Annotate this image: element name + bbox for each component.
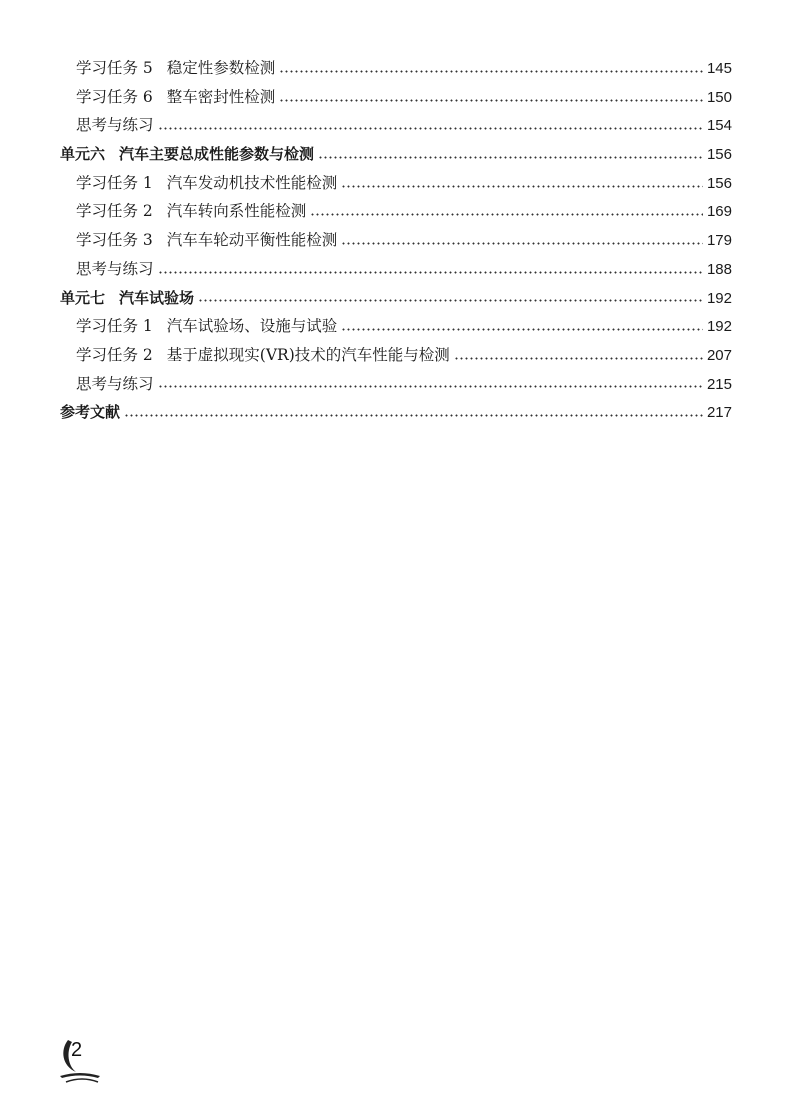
toc-entry-label [76, 370, 154, 399]
dot-leader [158, 271, 703, 274]
toc-entry-label [76, 226, 337, 255]
toc-entry-prefix: 学习任务 6 [76, 87, 153, 106]
toc-entry-title: 稳定性参数检测 [166, 59, 276, 77]
toc-task-entry [60, 341, 732, 370]
toc-task-entry [60, 312, 732, 341]
toc-entry-title: 汽车转向系性能检测 [166, 202, 307, 221]
toc-unit-entry [60, 140, 732, 169]
toc-entry-title: 基于虚拟现实(VR)技术的汽车性能与检测 [166, 345, 450, 364]
toc-entry-title: 思考与练习 [76, 259, 154, 278]
toc-task-entry [60, 370, 732, 399]
toc-entry-label [76, 169, 337, 198]
dot-leader [454, 357, 703, 360]
toc-entry-page: 188 [706, 260, 732, 278]
toc-entry-page: 179 [706, 232, 732, 250]
toc-task-entry [60, 54, 732, 83]
toc-entry-page: 145 [706, 60, 732, 77]
toc-entry-prefix: 单元六 [60, 145, 106, 164]
toc-entry-page: 154 [706, 117, 732, 135]
dot-leader [198, 299, 703, 302]
toc-task-entry [60, 169, 732, 198]
toc-entry-prefix: 学习任务 1 [76, 173, 153, 192]
dot-leader [310, 213, 703, 216]
toc-task-entry [60, 197, 732, 226]
dot-leader [279, 70, 703, 73]
toc-entry-title: 汽车试验场 [119, 288, 195, 307]
toc-task-entry [60, 226, 732, 255]
toc-entry-label [60, 398, 120, 427]
dot-leader [318, 156, 703, 159]
table-of-contents [60, 54, 732, 427]
toc-entry-page: 156 [706, 146, 732, 164]
toc-entry-label [76, 111, 154, 140]
toc-entry-page: 156 [706, 174, 732, 192]
toc-entry-label [60, 284, 194, 313]
page-number-ornament [58, 1036, 108, 1086]
toc-task-entry [60, 111, 732, 140]
page-number: 2 [71, 1039, 83, 1061]
toc-entry-title: 汽车主要总成性能参数与检测 [119, 145, 315, 164]
toc-entry-label [76, 83, 275, 112]
dot-leader [158, 385, 703, 388]
toc-entry-title: 思考与练习 [76, 374, 154, 393]
dot-leader [124, 414, 703, 417]
dot-leader [341, 328, 703, 331]
toc-entry-label [76, 197, 306, 226]
toc-entry-prefix: 学习任务 5 [76, 59, 153, 77]
toc-entry-page: 207 [706, 346, 732, 364]
toc-entry-title: 思考与练习 [76, 116, 154, 135]
toc-entry-label [76, 255, 154, 284]
toc-entry-label [76, 312, 337, 341]
toc-entry-title: 汽车车轮动平衡性能检测 [166, 231, 338, 250]
toc-entry-page: 215 [706, 375, 732, 393]
toc-entry-page: 192 [706, 318, 732, 336]
toc-entry-label [76, 341, 450, 370]
toc-entry-page: 150 [706, 88, 732, 106]
crescent-ornament-icon [58, 1036, 108, 1086]
toc-entry-prefix: 学习任务 2 [76, 202, 153, 221]
toc-unit-entry [60, 284, 732, 313]
toc-entry-title: 整车密封性检测 [166, 87, 276, 106]
toc-entry-label [76, 54, 275, 83]
toc-entry-prefix: 学习任务 2 [76, 345, 153, 364]
toc-entry-prefix: 学习任务 3 [76, 231, 153, 250]
toc-entry-prefix: 学习任务 1 [76, 317, 153, 336]
toc-entry-prefix: 单元七 [60, 288, 106, 307]
toc-entry-label [60, 140, 314, 169]
toc-entry-page: 192 [706, 289, 732, 307]
dot-leader [279, 99, 703, 102]
toc-unit-entry [60, 398, 732, 427]
toc-task-entry [60, 83, 732, 112]
toc-entry-title: 汽车试验场、设施与试验 [166, 317, 338, 336]
toc-entry-title: 汽车发动机技术性能检测 [166, 173, 338, 192]
dot-leader [158, 127, 703, 130]
dot-leader [341, 185, 703, 188]
dot-leader [341, 242, 703, 245]
toc-task-entry [60, 255, 732, 284]
toc-entry-page: 217 [706, 404, 732, 422]
toc-entry-page: 169 [706, 203, 732, 221]
toc-entry-title: 参考文献 [60, 403, 121, 422]
